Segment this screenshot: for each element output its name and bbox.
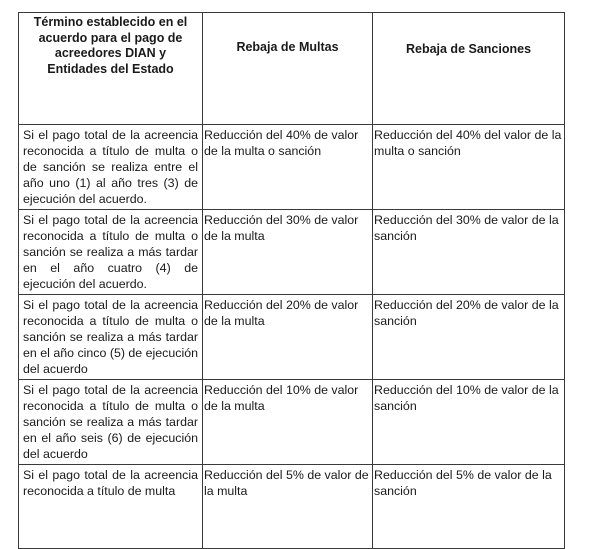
table-row <box>19 125 565 210</box>
sanciones-cell: Reducción del 20% de valor de la sanción <box>373 295 565 380</box>
multas-cell: Reducción del 40% de valor de la multa o sanción <box>203 125 373 210</box>
table-row <box>19 210 565 295</box>
reductions-table <box>18 12 565 549</box>
term-cell: Si el pago total de la acreencia reconocida a título de multa o sanción se realiza a más tardar en el año seis (6) de ejecución del acuerdo <box>19 380 203 465</box>
table-header-row <box>19 13 565 125</box>
multas-cell: Reducción del 20% de valor de la multa <box>203 295 373 380</box>
sanciones-cell: Reducción del 30% de valor de la sanción <box>373 210 565 295</box>
header-rebaja-sanciones: Rebaja de Sanciones <box>373 13 565 125</box>
table-row <box>19 295 565 380</box>
term-cell: Si el pago total de la acreencia reconocida a título de multa o de sanción se realiza entre el año uno (1) al año tres (3) de ejecución del acuerdo. <box>19 125 203 210</box>
term-cell: Si el pago total de la acreencia reconocida a título de multa o sanción se realiza a más tardar en el año cinco (5) de ejecución del acuerdo <box>19 295 203 380</box>
sanciones-cell: Reducción del 40% del valor de la multa o sanción <box>373 125 565 210</box>
table-row <box>19 380 565 465</box>
multas-cell: Reducción del 30% de valor de la multa <box>203 210 373 295</box>
sanciones-cell: Reducción del 10% de valor de la sanción <box>373 380 565 465</box>
sanciones-cell: Reducción del 5% de valor de la sanción <box>373 465 565 549</box>
multas-cell: Reducción del 10% de valor de la multa <box>203 380 373 465</box>
header-rebaja-multas: Rebaja de Multas <box>203 13 373 125</box>
table-row <box>19 465 565 549</box>
header-term: Término establecido en el acuerdo para el pago de acreedores DIAN y Entidades del Estado <box>19 13 203 125</box>
term-cell: Si el pago total de la acreencia reconocida a título de multa <box>19 465 203 549</box>
term-cell: Si el pago total de la acreencia reconocida a título de multa o sanción se realiza a más tardar en el año cuatro (4) de ejecución del acuerdo. <box>19 210 203 295</box>
multas-cell: Reducción del 5% de valor de la multa <box>203 465 373 549</box>
